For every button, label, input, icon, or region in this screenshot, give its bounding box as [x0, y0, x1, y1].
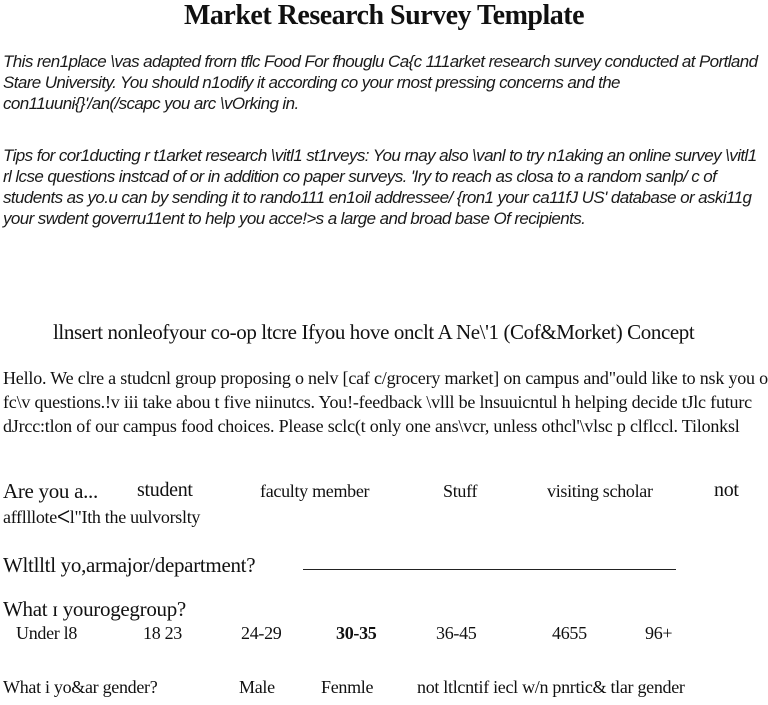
- major-answer-line[interactable]: [303, 569, 676, 570]
- question-role: [3, 479, 765, 507]
- option-not-affiliated-continuation: affllloteᐸl"Ith the uulvorslty: [3, 507, 201, 527]
- question-major-label: Wltlltl yo,armajor/department?: [3, 553, 256, 577]
- survey-intro: Hello. We clre a studcnl group proposing o nelv [caf c/grocery market] on campus and"ould like to nsk you o fc\v questions.!v iii take abou t five niinutcs. You!-feedback \vlll be lnsuuicntul h helping decide tJlc futurc dJrcc:tlon of our campus food choices. Please sclc(t only one ans\vcr, unless othcl'\vlsc p clflccl. Tilonksl: [3, 368, 768, 436]
- document-title: Market Research Survey Template: [183, 0, 585, 31]
- option-female[interactable]: Fenmle: [321, 677, 374, 697]
- option-faculty-member[interactable]: faculty member: [260, 481, 370, 501]
- option-age-36-45[interactable]: 36-45: [436, 623, 477, 643]
- template-note-paragraph: This ren1place \vas adapted frorn tflc Food For fhouglu Ca{c 111arket research survey conducted at Portland Stare University. You should n1odify it according co your rnost pressing concerns and the con11uuni{}'/an(/scapc you arc \vOrking in.: [3, 52, 758, 113]
- option-staff[interactable]: Stuff: [443, 481, 478, 501]
- option-age-18-23[interactable]: 18 23: [143, 623, 183, 643]
- option-age-24-29[interactable]: 24-29: [241, 623, 282, 643]
- section-heading: llnsert nonleofyour co-op ltcre Ifyou hove onclt A Ne\'1 (Cof&Morket) Concept: [53, 320, 695, 344]
- option-age-46-55[interactable]: 4655: [552, 623, 587, 643]
- option-male[interactable]: Male: [239, 677, 275, 697]
- option-not-identify[interactable]: not ltlcntif iecl w/n pnrtic& tlar gender: [417, 677, 685, 697]
- question-gender-label: What i yo&ar gender?: [3, 677, 158, 697]
- age-options: [3, 621, 765, 649]
- option-age-30-35[interactable]: 30-35: [336, 623, 377, 643]
- tips-paragraph: Tips for cor1ducting r t1arket research \vitl1 st1rveys: You rnay also \vanl to try n1aking an online survey \vitl1 rl lcse questions instcad of or in addition co paper surveys. 'Iry to reach as closa to a random sanlp/ c of students as yo.u can by sending it to rando111 en1oil addressee/ {ron1 your ca11fJ US' database or aski11g your swdent goverru11ent to help you acce!>s a large and broad base Of recipients.: [3, 146, 757, 228]
- option-student[interactable]: student: [137, 479, 193, 501]
- option-age-under-18[interactable]: Under l8: [16, 623, 78, 643]
- question-gender: [3, 677, 765, 705]
- option-age-56-plus[interactable]: 96+: [645, 623, 673, 643]
- question-role-label: Are you a...: [3, 479, 98, 503]
- option-not-affiliated[interactable]: not: [714, 479, 739, 501]
- option-visiting-scholar[interactable]: visiting scholar: [547, 481, 653, 501]
- question-age-label: What ɪ yourogegroup?: [3, 597, 186, 621]
- question-major: [3, 553, 765, 581]
